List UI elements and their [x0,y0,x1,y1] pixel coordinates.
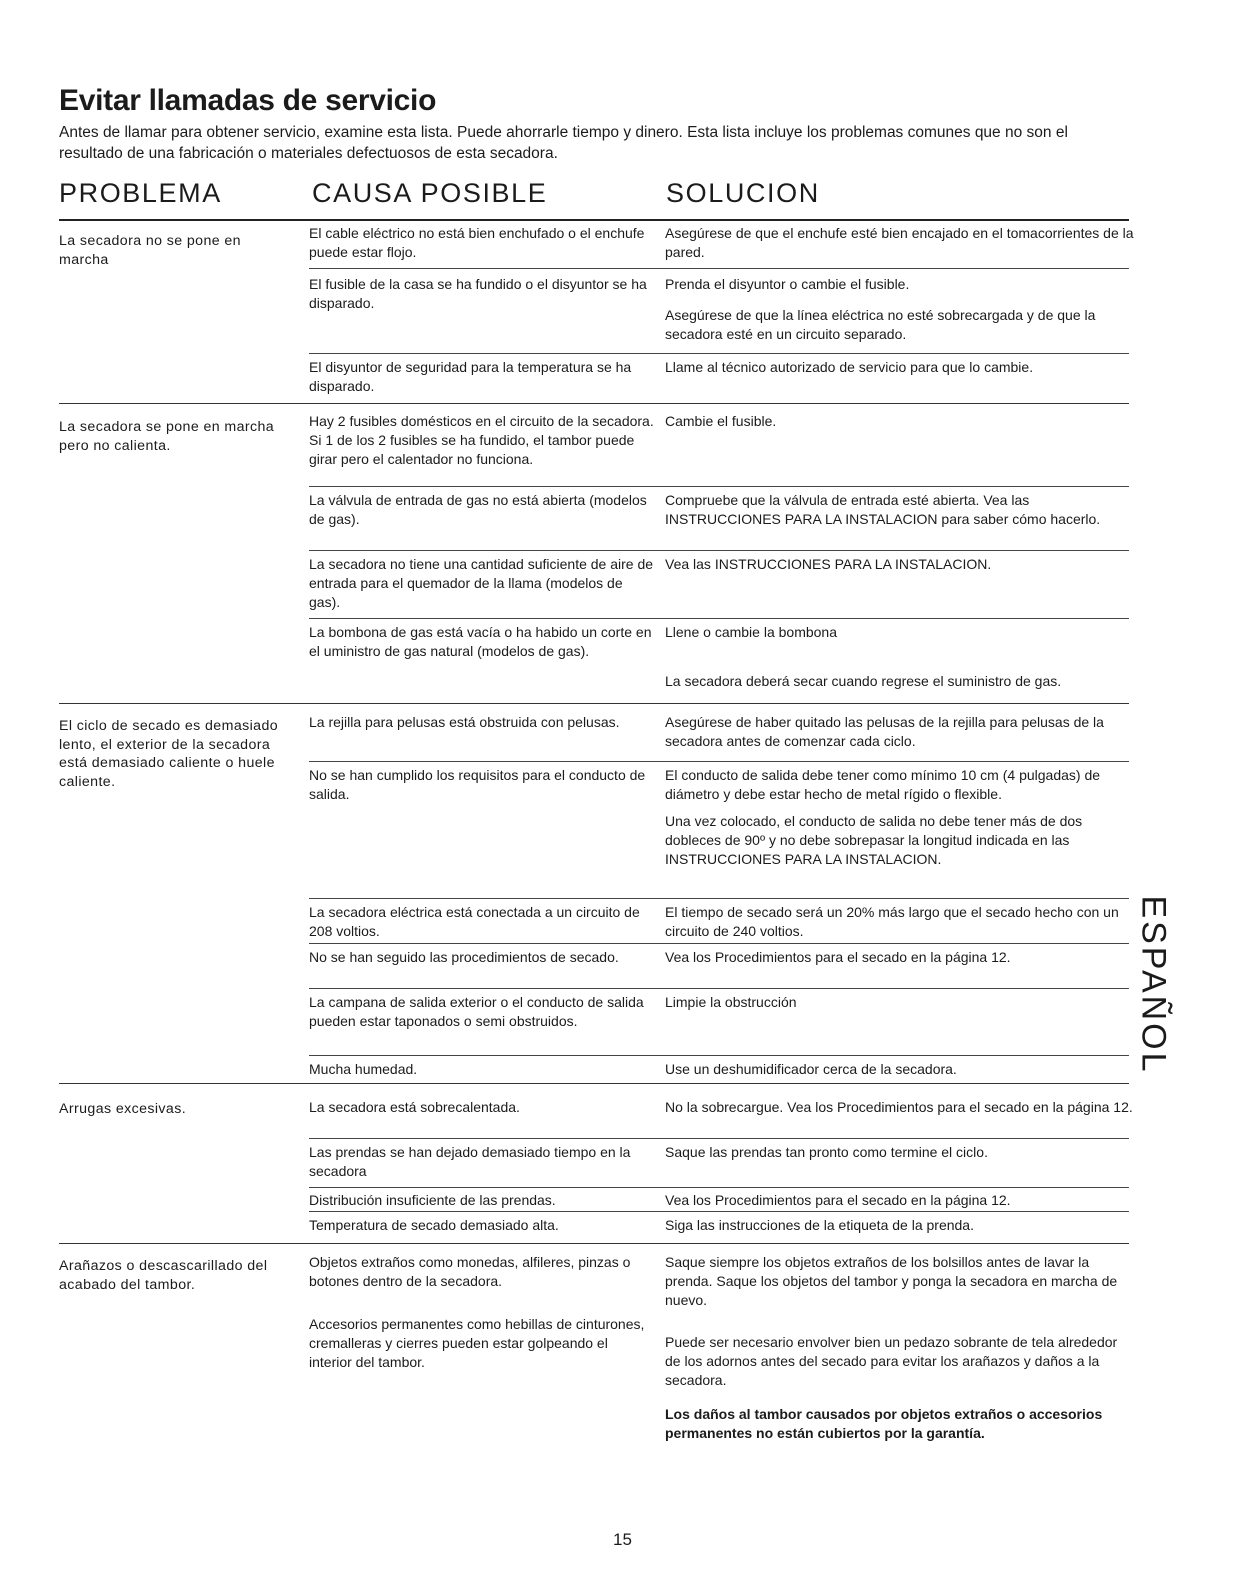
cause-solution-row [309,268,1129,342]
group-divider [59,1243,1129,1244]
cause-solution-row [309,988,1129,1029]
cause-solution-row [309,943,1129,965]
header-cause: CAUSA POSIBLE [312,178,548,208]
cause-text: La bombona de gas está vacía o ha habido un corte en el uministro de gas natural (modelos de gas). [309,624,652,659]
header-problem: PROBLEMA [59,178,222,208]
language-tab: ESPAÑOL [1134,895,1173,1075]
cause-text: No se han cumplido los requisitos para el conducto de salida. [309,767,646,802]
cause-text: La rejilla para pelusas está obstruida con pelusas. [309,714,620,730]
group-divider [59,403,1129,404]
solution-text: Limpie la obstrucción [665,994,797,1010]
problem-text: Arañazos o descascarillado del acabado del tambor. [59,1258,268,1293]
solution-text: Vea las INSTRUCCIONES PARA LA INSTALACION. [665,556,992,572]
solution-text: El conducto de salida debe tener como mínimo 10 cm (4 pulgadas) de diámetro y debe estar hecho de metal rígido o flexible. Una vez colocado, el conducto de salida no debe tener más de dos dobleces de 90º y no debe sobrepasar la longitud indicada en las INSTRUCCIONES PARA LA INSTALACION. [665,767,1101,867]
page-title: Evitar llamadas de servicio [59,84,437,117]
cause-solution-row [309,761,1129,867]
solution-text: Saque siempre los objetos extraños de los bolsillos antes de lavar la prenda. Saque los objetos del tambor y ponga la secadora en marcha de nuevo. [665,1254,1118,1308]
page-number: 15 [613,1530,632,1549]
intro-text: Antes de llamar para obtener servicio, examine esta lista. Puede ahorrarle tiempo y dinero. Esta lista incluye los problemas comunes que no son el resultado de una fabricación o materiales defectuosos de esta secadora. [59,124,1068,162]
cause-text: La válvula de entrada de gas no está abierta (modelos de gas). [309,492,647,527]
cause-solution-row [309,550,1129,610]
warranty-note: Los daños al tambor causados por objetos extraños o accesorios permanentes no están cubiertos por la garantía. [665,1406,1103,1441]
cause-text: Mucha humedad. [309,1061,418,1077]
cause-solution-row [309,1055,1129,1077]
cause-text: Las prendas se han dejado demasiado tiempo en la secadora [309,1144,631,1179]
solution-text: Vea los Procedimientos para el secado en la página 12. [665,1192,1011,1208]
solution-text: Saque las prendas tan pronto como termine el ciclo. [665,1144,988,1160]
problem-text: La secadora se pone en marcha pero no calienta. [59,419,275,454]
cause-solution-row [309,1187,1129,1208]
solution-text: Asegúrese de que el enchufe esté bien encajado en el tomacorrientes de la pared. [665,225,1134,260]
solution-text: Compruebe que la válvula de entrada esté abierta. Vea las INSTRUCCIONES PARA LA INSTALACION para saber cómo hacerlo. [665,492,1101,527]
group-divider [59,1083,1129,1084]
solution-text: Vea los Procedimientos para el secado en la página 12. [665,949,1011,965]
cause-text: La secadora eléctrica está conectada a un circuito de 208 voltios. [309,904,640,939]
cause-text: Accesorios permanentes como hebillas de cinturones, cremalleras y cierres pueden estar golpeando el interior del tambor. [309,1316,645,1370]
cause-text: Distribución insuficiente de las prendas. [309,1192,556,1208]
cause-text: El disyuntor de seguridad para la temperatura se ha disparado. [309,359,632,394]
solution-text: Use un deshumidificador cerca de la secadora. [665,1061,957,1077]
cause-text: Temperatura de secado demasiado alta. [309,1217,559,1233]
cause-text: No se han seguido las procedimientos de secado. [309,949,619,965]
cause-text: Hay 2 fusibles domésticos en el circuito de la secadora. Si 1 de los 2 fusibles se ha fundido, el tambor puede girar pero el calentador no funciona. [309,413,654,467]
cause-solution-row [309,1138,1129,1179]
cause-text: El cable eléctrico no está bien enchufado o el enchufe puede estar flojo. [309,225,645,260]
solution-text: Siga las instrucciones de la etiqueta de la prenda. [665,1217,974,1233]
cause-solution-row [309,486,1129,527]
group-divider [59,703,1129,704]
cause-solution-row [309,618,1129,689]
problem-text: Arrugas excesivas. [59,1101,187,1117]
problem-text: La secadora no se pone en marcha [59,233,241,268]
header-solution: SOLUCION [666,178,820,208]
cause-text: El fusible de la casa se ha fundido o el disyuntor se ha disparado. [309,276,647,311]
cause-solution-row [309,898,1129,939]
cause-text: La secadora no tiene una cantidad suficiente de aire de entrada para el quemador de la llama (modelos de gas). [309,556,654,610]
solution-text: Puede ser necesario envolver bien un pedazo sobrante de tela alrededor de los adornos antes del secado para evitar los arañazos y daños a la secadora. Los daños al tambor causados por objetos extraños o accesorios permanentes no están cubiertos por la garantía. [665,1333,1135,1443]
cause-text: La secadora está sobrecalentada. [309,1099,520,1115]
solution-text: El tiempo de secado será un 20% más largo que el secado hecho con un circuito de 240 voltios. [665,904,1119,939]
solution-text: Cambie el fusible. [665,413,777,429]
problem-text: El ciclo de secado es demasiado lento, el exterior de la secadora está demasiado caliente o huele caliente. [59,718,279,790]
solution-text: No la sobrecargue. Vea los Procedimientos para el secado en la página 12. [665,1099,1133,1115]
cause-text: La campana de salida exterior o el conducto de salida pueden estar taponados o semi obstruidos. [309,994,644,1029]
cause-text: Objetos extraños como monedas, alfileres, pinzas o botones dentro de la secadora. [309,1254,631,1289]
solution-text: Asegúrese de haber quitado las pelusas de la rejilla para pelusas de la secadora antes de comenzar cada ciclo. [665,714,1104,749]
header-rule [59,219,1129,221]
cause-solution-row [309,353,1129,394]
solution-text: Llame al técnico autorizado de servicio para que lo cambie. [665,359,1034,375]
solution-text: Llene o cambie la bombona La secadora deberá secar cuando regrese el suministro de gas. [665,624,1062,689]
solution-text: Prenda el disyuntor o cambie el fusible. Asegúrese de que la línea eléctrica no esté sobrecargada y de que la secadora esté en un circuito separado. [665,276,1096,342]
cause-solution-row [309,1211,1129,1233]
